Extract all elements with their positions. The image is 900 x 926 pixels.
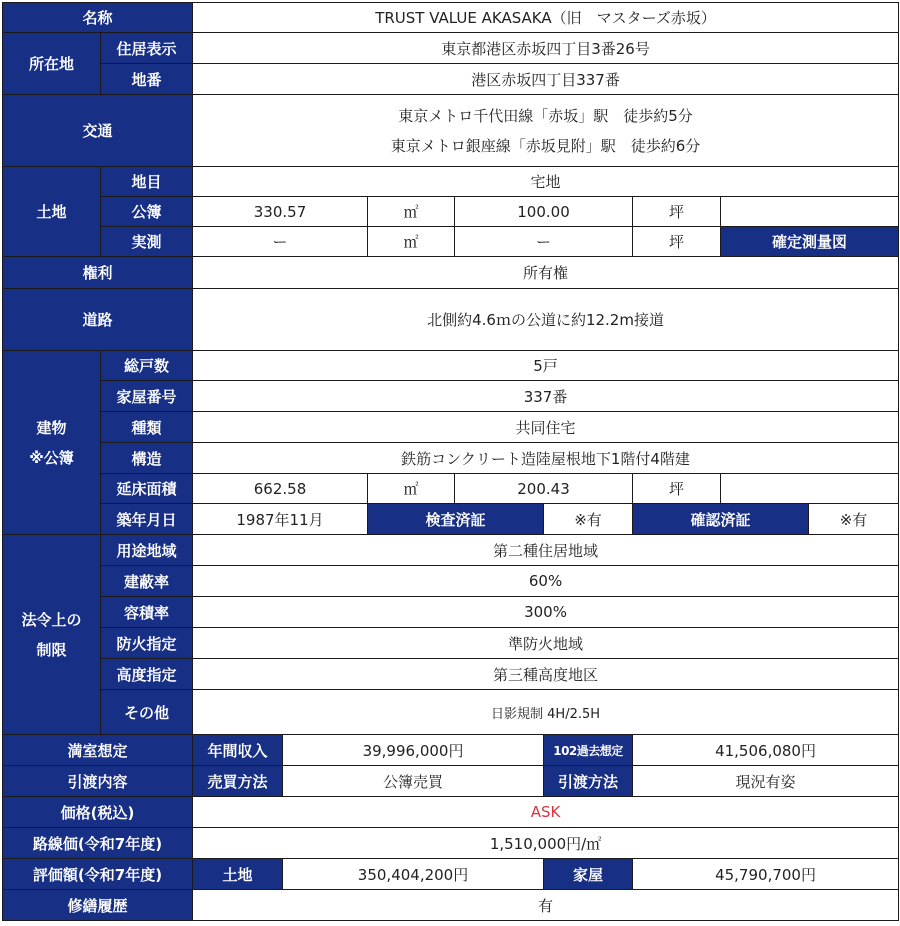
repair-history-label: 修繕履歴 <box>3 890 193 921</box>
row-floor-area <box>3 474 899 504</box>
registry-tsubo-value: 100.00 <box>455 197 633 227</box>
row-far <box>3 597 899 628</box>
actual-sqm-value: ー <box>193 227 368 257</box>
kind-value: 共同住宅 <box>193 412 899 443</box>
total-units-value: 5戸 <box>193 351 899 381</box>
row-transport <box>3 95 899 167</box>
row-rights <box>3 257 899 289</box>
address-display-value: 東京都港区赤坂四丁目3番26号 <box>193 33 899 64</box>
road-label: 道路 <box>3 289 193 351</box>
assessed-land-value: 350,404,200円 <box>283 859 544 890</box>
row-fire <box>3 628 899 659</box>
row-road <box>3 289 899 351</box>
row-zoning <box>3 535 899 566</box>
zoning-value: 第二種住居地域 <box>193 535 899 566</box>
floor-area-label: 延床面積 <box>101 474 193 504</box>
fire-label: 防火指定 <box>101 628 193 659</box>
row-name <box>3 3 899 33</box>
address-display-label: 住居表示 <box>101 33 193 64</box>
legal-restrictions-label <box>3 535 101 735</box>
price-value: ASK <box>193 797 899 828</box>
row-route-price <box>3 828 899 859</box>
coverage-value: 60% <box>193 566 899 597</box>
total-units-label: 総戸数 <box>101 351 193 381</box>
transport-label: 交通 <box>3 95 193 167</box>
assessed-value-label: 評価額(令和7年度) <box>3 859 193 890</box>
sale-method-label: 売買方法 <box>193 766 283 797</box>
house-number-value: 337番 <box>193 381 899 412</box>
kind-label: 種類 <box>101 412 193 443</box>
structure-value: 鉄筋コンクリート造陸屋根地下1階付4階建 <box>193 443 899 474</box>
handover-method-value: 現況有姿 <box>633 766 899 797</box>
transport-line-2: 東京メトロ銀座線「赤坂見附」駅 徒歩約6分 <box>390 136 701 155</box>
built-date-label: 築年月日 <box>101 504 193 535</box>
building-label-line-1: 建物 <box>36 418 67 437</box>
past-102-value: 41,506,080円 <box>633 735 899 766</box>
registry-sqm-unit: ㎡ <box>368 197 455 227</box>
rights-label: 権利 <box>3 257 193 289</box>
row-address <box>3 33 899 64</box>
height-value: 第三種高度地区 <box>193 659 899 690</box>
actual-tsubo-value: ー <box>455 227 633 257</box>
zoning-label: 用途地域 <box>101 535 193 566</box>
building-label <box>3 351 101 535</box>
handover-content-label: 引渡内容 <box>3 766 193 797</box>
row-other <box>3 690 899 735</box>
floor-area-sqm-value: 662.58 <box>193 474 368 504</box>
row-structure <box>3 443 899 474</box>
house-number-label: 家屋番号 <box>101 381 193 412</box>
lot-number-value: 港区赤坂四丁目337番 <box>193 64 899 95</box>
row-land-category <box>3 167 899 197</box>
row-handover <box>3 766 899 797</box>
registry-tsubo-unit: 坪 <box>633 197 721 227</box>
registry-label: 公簿 <box>101 197 193 227</box>
transport-line-1: 東京メトロ千代田線「赤坂」駅 徒歩約5分 <box>398 106 693 125</box>
sale-method-value: 公簿売買 <box>283 766 544 797</box>
road-value: 北側約4.6ｍの公道に約12.2m接道 <box>193 289 899 351</box>
row-land-registry <box>3 197 899 227</box>
survey-map-label: 確定測量図 <box>721 227 899 257</box>
height-label: 高度指定 <box>101 659 193 690</box>
row-repair-history <box>3 890 899 921</box>
assessed-house-value: 45,790,700円 <box>633 859 899 890</box>
row-kind <box>3 412 899 443</box>
land-category-label: 地目 <box>101 167 193 197</box>
transport-value <box>193 95 899 167</box>
row-full-occupancy <box>3 735 899 766</box>
inspection-value: ※有 <box>544 504 633 535</box>
far-value: 300% <box>193 597 899 628</box>
annual-income-value: 39,996,000円 <box>283 735 544 766</box>
row-height <box>3 659 899 690</box>
location-label: 所在地 <box>3 33 101 95</box>
building-label-line-2: ※公簿 <box>29 448 74 467</box>
confirmation-value: ※有 <box>809 504 899 535</box>
assessed-land-label: 土地 <box>193 859 283 890</box>
assessed-house-label: 家屋 <box>544 859 633 890</box>
price-label: 価格(税込) <box>3 797 193 828</box>
handover-method-label: 引渡方法 <box>544 766 633 797</box>
name-label: 名称 <box>3 3 193 33</box>
land-category-value: 宅地 <box>193 167 899 197</box>
route-price-value: 1,510,000円/㎡ <box>193 828 899 859</box>
row-coverage <box>3 566 899 597</box>
far-label: 容積率 <box>101 597 193 628</box>
row-land-actual <box>3 227 899 257</box>
property-name: TRUST VALUE AKASAKA（旧 マスターズ赤坂） <box>193 3 899 33</box>
row-house-number <box>3 381 899 412</box>
row-built-date <box>3 504 899 535</box>
actual-sqm-unit: ㎡ <box>368 227 455 257</box>
annual-income-label: 年間収入 <box>193 735 283 766</box>
row-price <box>3 797 899 828</box>
coverage-label: 建蔽率 <box>101 566 193 597</box>
registry-empty-cell <box>721 197 899 227</box>
row-lot-number <box>3 64 899 95</box>
actual-label: 実測 <box>101 227 193 257</box>
land-label: 土地 <box>3 167 101 257</box>
floor-area-tsubo-value: 200.43 <box>455 474 633 504</box>
route-price-label: 路線価(令和7年度) <box>3 828 193 859</box>
property-spec-table <box>2 2 899 921</box>
inspection-label: 検査済証 <box>368 504 544 535</box>
registry-sqm-value: 330.57 <box>193 197 368 227</box>
built-date-value: 1987年11月 <box>193 504 368 535</box>
other-label: その他 <box>101 690 193 735</box>
rights-value: 所有権 <box>193 257 899 289</box>
fire-value: 準防火地域 <box>193 628 899 659</box>
legal-label-line-1: 法令上の <box>21 610 82 629</box>
row-assessed-value <box>3 859 899 890</box>
confirmation-label: 確認済証 <box>633 504 809 535</box>
actual-tsubo-unit: 坪 <box>633 227 721 257</box>
full-occupancy-label: 満室想定 <box>3 735 193 766</box>
floor-area-empty-cell <box>721 474 899 504</box>
lot-number-label: 地番 <box>101 64 193 95</box>
floor-area-sqm-unit: ㎡ <box>368 474 455 504</box>
floor-area-tsubo-unit: 坪 <box>633 474 721 504</box>
structure-label: 構造 <box>101 443 193 474</box>
legal-label-line-2: 制限 <box>36 640 67 659</box>
repair-history-value: 有 <box>193 890 899 921</box>
other-value: 日影規制 4H/2.5H <box>193 690 899 735</box>
past-102-label: 102過去想定 <box>544 735 633 766</box>
row-total-units <box>3 351 899 381</box>
